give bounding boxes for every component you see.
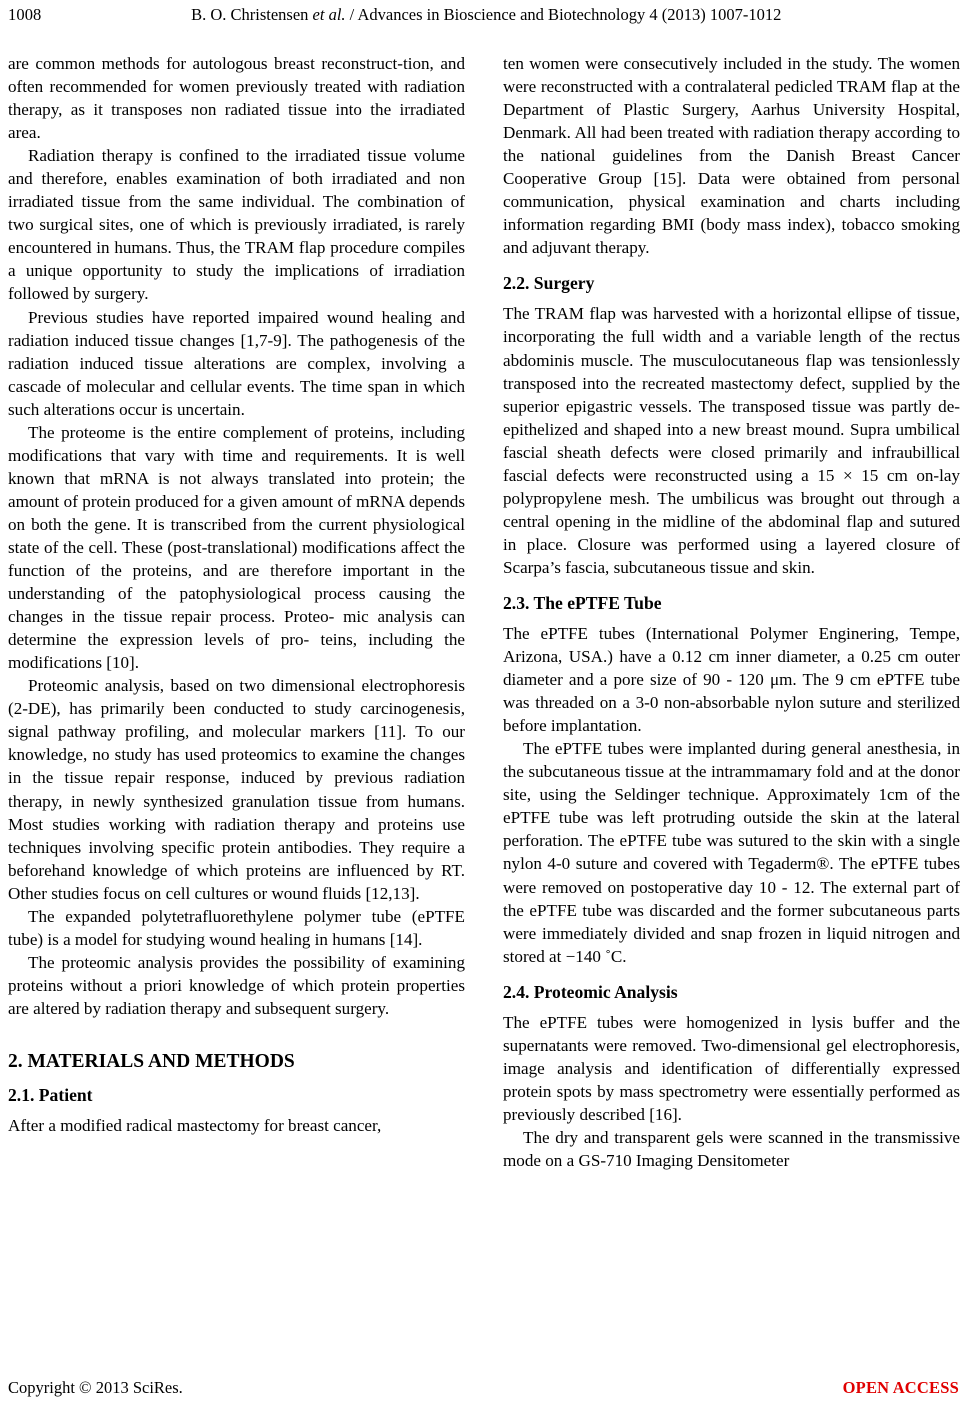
left-column [8, 52, 465, 1312]
paragraph: The proteome is the entire complement of proteins, including modifications that vary with time and requirements. It is well known that mRNA is not always translated into protein; the amount of protein produced for a given amount of mRNA depends on both the gene. It is transcribed from the current physiological state of the cell. These (post-translational) modifications affect the function of the proteins, and are therefore important in the understanding of the patophysiological process causing the changes in the tissue repair process. Proteo- mic analysis can determine the expression levels of pro- teins, including the modifications [10]. [8, 422, 465, 673]
paragraph: The ePTFE tubes were homogenized in lysis buffer and the supernatants were removed. Two-dimensional gel electrophoresis, image analysis and identification of differentially expressed protein spots by mass spectrometry were essentially performed as previously described [16]. [503, 1012, 960, 1124]
paragraph: The ePTFE tubes were implanted during general anesthesia, in the subcutaneous tissue at the intrammamary fold and at the donor site, using the Seldinger technique. Approximately 1cm of the ePTFE tube was left protruding outside the skin at the lateral perforation. The ePTFE tube was sutured to the skin with a single nylon 4-0 suture and covered with Tegaderm®. The ePTFE tubes were removed on postoperative day 10 - 12. The external part of the ePTFE tube was discarded and the former subcutaneous parts were immediately divided and snap frozen in liquid nitrogen and stored at −140 ˚C. [503, 739, 960, 966]
open-access-badge: OPEN ACCESS [842, 1378, 959, 1397]
paragraph: The expanded polytetrafluorethylene polymer tube (ePTFE tube) is a model for studying wound healing in humans [14]. [8, 906, 465, 949]
paragraph: are common methods for autologous breast reconstruct-tion, and often recommended for women previously treated with radiation therapy, as it transposes non radiated tissue into the irradiated area. [8, 54, 465, 143]
paragraph: The ePTFE tubes (International Polymer Enginering, Tempe, Arizona, USA.) have a 0.12 cm inner diameter, a 0.25 cm outer diameter and a pore size of 90 - 120 μm. The 9 cm ePTFE tube was threaded on a 3-0 non-absorbable nylon suture and sterilized before implantation. [503, 623, 960, 736]
paragraph: The proteomic analysis provides the possibility of examining proteins without a priori knowledge of which protein properties are altered by radiation therapy and subsequent surgery. [8, 952, 465, 1018]
paragraph: Proteomic analysis, based on two dimensional electrophoresis (2-DE), has primarily been conducted to study carcinogenesis, signal pathway profiling, and molecular markers [11]. To our knowledge, no study has used proteomics to examine the changes in the tissue repair response, induced by previous radiation therapy, in newly synthesized granulation tissue from humans. Most studies working with radiation therapy and proteins use techniques involving specific protein antibodies. They require a beforehand knowledge of which proteins are influenced by RT. Other studies focus on cell cultures or wound fluids [12,13]. [8, 676, 465, 903]
paragraph: The dry and transparent gels were scanned in the transmissive mode on a GS-710 Imaging Densitometer [503, 1127, 960, 1170]
running-head-etal: et al. [312, 5, 346, 24]
running-head-title [13, 5, 959, 25]
subsection-heading-eptfe-tube: 2.3. The ePTFE Tube [503, 592, 662, 613]
subsection-heading-surgery: 2.2. Surgery [503, 273, 595, 294]
running-head-authors: B. O. Christensen [191, 5, 313, 24]
two-column-body [8, 52, 959, 1312]
right-column [503, 52, 960, 1312]
page-number: 1008 [8, 5, 42, 24]
paragraph: Radiation therapy is confined to the irradiated tissue volume and therefore, enables examination of both irradiated and non irradiated tissue from the same individual. The combination of two surgical sites, one of which is previously irradiated, is rarely encountered in humans. Thus, the TRAM flap procedure compiles a unique opportunity to study the implications of irradiation followed by surgery. [8, 146, 465, 304]
paragraph: Previous studies have reported impaired wound healing and radiation induced tissue changes [1,7-9]. The pathogenesis of the radiation induced tissue alterations are complex, involving a cascade of molecular and cellular events. The time span in which such alterations occur is uncertain. [8, 307, 465, 419]
paragraph: ten women were consecutively included in the study. The women were reconstructed with a contralateral pedicled TRAM flap at the Department of Plastic Surgery, Aarhus University Hospital, Denmark. All had been treated with radiation therapy according to the national guidelines from the Danish Breast Cancer Cooperative Group [15]. Data were obtained from personal communication, physical examination and charts including information regarding BMI (body mass index), tobacco smoking and adjuvant therapy. [503, 54, 960, 258]
page-footer [8, 1378, 959, 1398]
running-head [8, 5, 959, 27]
section-heading-materials-and-methods: 2. MATERIALS AND METHODS [8, 1050, 295, 1072]
copyright-notice: Copyright © 2013 SciRes. [8, 1378, 183, 1397]
paragraph: After a modified radical mastectomy for breast cancer, [8, 1115, 382, 1135]
subsection-heading-patient: 2.1. Patient [8, 1084, 93, 1105]
subsection-heading-proteomic-analysis: 2.4. Proteomic Analysis [503, 981, 678, 1002]
running-head-journal: / Advances in Bioscience and Biotechnology 4 (2013) 1007-1012 [345, 5, 782, 24]
paragraph: The TRAM flap was harvested with a horizontal ellipse of tissue, incorporating the full width and a variable length of the rectus abdominis muscle. The musculocutaneous flap was tensionlessly transposed into the recreated mastectomy defect, supplied by the superior epigastric vessels. The transposed tissue was partly de-epithelized and shaped into a new breast mound. Supra umbilical fascial sheath defects were closed primarily and infraubillical fascial defects were reconstructed using a 15 × 15 cm on-lay polypropylene mesh. The umbilicus was brought out through a central opening in the midline of the abdominal flap and sutured in place. Closure was performed using a layered closure of Scarpa’s fascia, subcutaneous tissue and skin. [503, 304, 960, 577]
